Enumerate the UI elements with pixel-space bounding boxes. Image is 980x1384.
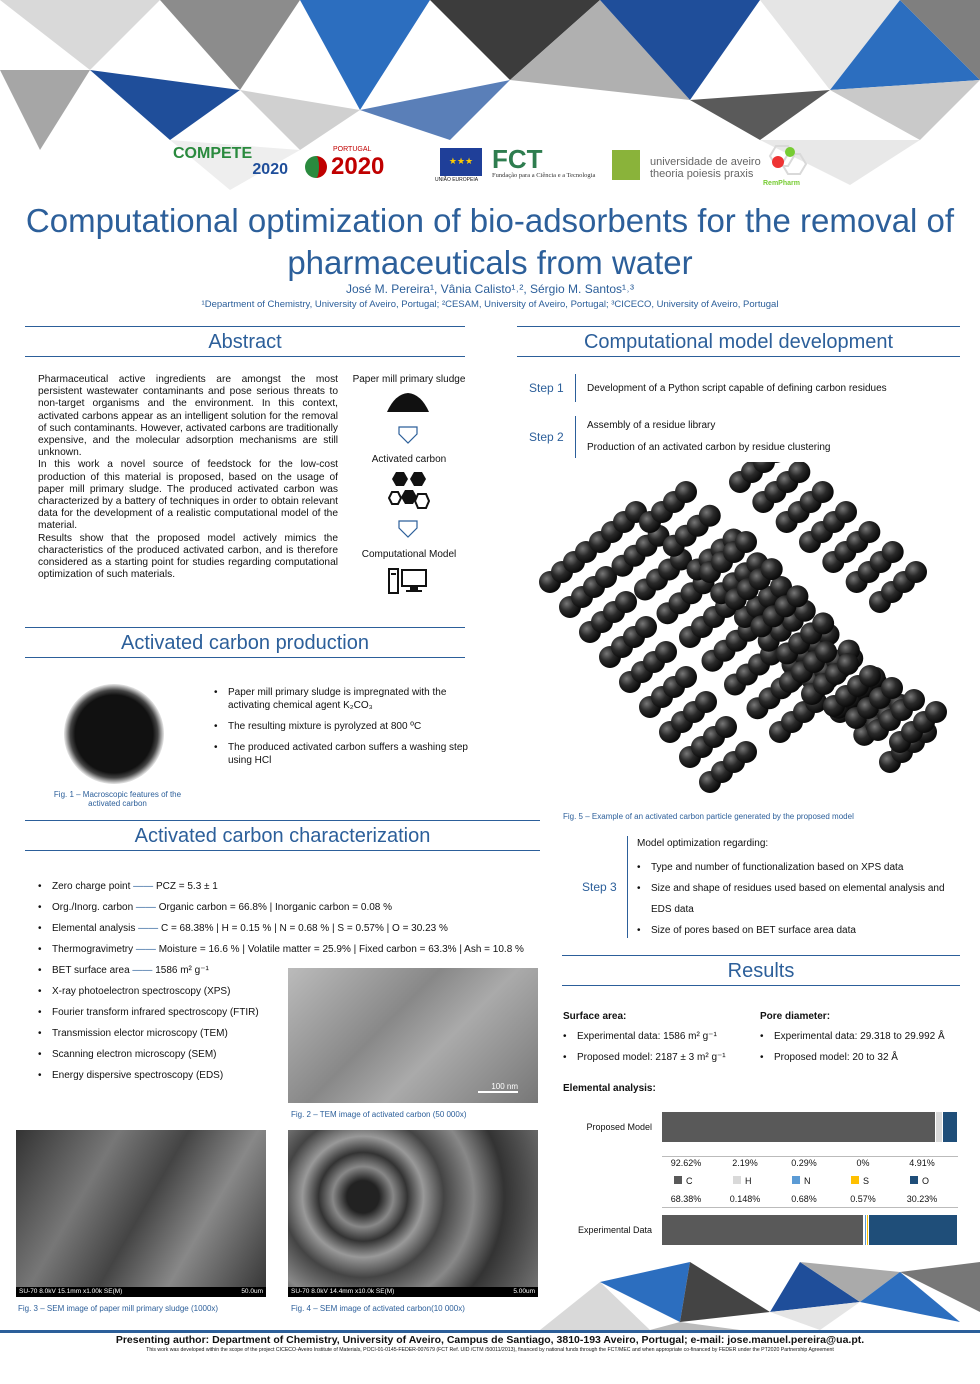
characterization-technique: Elemental analysis	[52, 923, 136, 934]
carbon-atom-sphere	[675, 666, 697, 688]
carbon-atom-sphere	[905, 561, 927, 583]
surface-list	[563, 1030, 758, 1072]
carbon-atom-sphere	[815, 641, 837, 663]
arrow-down-icon	[398, 520, 418, 538]
value-label-experimental: 0.148%	[729, 1194, 761, 1204]
sem1-scale: 50.0um	[241, 1288, 263, 1295]
flow-label-sludge: Paper mill primary sludge	[352, 374, 466, 385]
pore-item: • Experimental data: 29.318 to 29.992 Å	[760, 1030, 960, 1043]
eu-flag-icon: ★★★	[440, 148, 482, 176]
connector-line: ——	[129, 965, 156, 976]
carbon-atom-sphere	[735, 531, 757, 553]
characterization-technique: Thermogravimetry	[52, 944, 134, 955]
legend-label: S	[863, 1176, 870, 1186]
characterization-technique: Zero charge point	[52, 881, 131, 892]
value-label-proposed: 4.91%	[909, 1158, 935, 1168]
characterization-item	[38, 943, 558, 956]
characterization-value: Moisture = 16.6 % | Volatile matter = 25.9% | Fixed carbon = 63.3% | Ash = 10.8 %	[158, 944, 524, 955]
characterization-technique: Org./Inorg. carbon	[52, 902, 134, 913]
fig4-caption: Fig. 4 – SEM image of activated carbon(10 000x)	[291, 1304, 465, 1313]
abstract-text	[38, 374, 338, 581]
value-label-experimental: 68.38%	[670, 1194, 702, 1204]
surface-item: • Proposed model: 2187 ± 3 m² g⁻¹	[563, 1051, 758, 1064]
fig1-caption: Fig. 1 – Macroscopic features of the activated carbon	[53, 790, 182, 808]
bar-H-proposed	[936, 1112, 942, 1142]
footer	[0, 1330, 980, 1384]
step2-b: Production of an activated carbon by residue clustering	[587, 442, 831, 453]
rempharm-label: RemPharm	[763, 180, 800, 187]
rempharm-logo-icon	[762, 144, 810, 180]
characterization-item	[38, 922, 558, 935]
step3-label: Step 3	[582, 880, 617, 894]
step3-list	[637, 857, 957, 941]
legend-label: H	[745, 1176, 752, 1186]
pore-list	[760, 1030, 960, 1072]
carbon-atom-sphere	[859, 665, 881, 687]
carbon-atom-sphere	[903, 689, 925, 711]
header-background	[0, 0, 980, 200]
carbon-atom-sphere	[812, 612, 834, 634]
footer-background	[540, 1262, 980, 1330]
carbon-atom-sphere	[761, 558, 783, 580]
abstract-p3: Results show that the proposed model actively mimics the characteristics of the produced activated carbon, and is therefore considered as a starting point for studies regarding computational optimization of such materials.	[38, 532, 338, 581]
surface-item: • Experimental data: 1586 m² g⁻¹	[563, 1030, 758, 1043]
ua-name: universidade de aveiro	[650, 156, 761, 168]
ua-logo-icon	[612, 150, 640, 180]
connector-line: ——	[135, 923, 161, 934]
arrow-down-icon	[398, 426, 418, 444]
fct-logo: FCT	[492, 144, 543, 174]
sem-sludge-image	[16, 1130, 266, 1297]
elemental-title: Elemental analysis:	[563, 1083, 656, 1094]
step2-label: Step 2	[529, 430, 564, 444]
step1-label: Step 1	[529, 381, 564, 395]
eu-label: UNIÃO EUROPEIA	[435, 177, 479, 183]
characterization-value: 1586 m² g⁻¹	[155, 965, 209, 976]
carbon-atom-sphere	[837, 653, 859, 675]
sludge-pile-icon	[385, 390, 431, 414]
production-bullet: • The produced activated carbon suffers a washing step using HCl	[214, 741, 472, 767]
carbon-atom-sphere	[882, 541, 904, 563]
characterization-technique: Transmission elector microscopy (TEM)	[52, 1028, 228, 1039]
characterization-item	[38, 880, 558, 893]
step3-title: Model optimization regarding:	[637, 838, 769, 849]
elemental-chart	[560, 1100, 960, 1260]
fct-subtitle: Fundação para a Ciência e a Tecnologia	[492, 172, 596, 179]
production-bullet: • The resulting mixture is pyrolyzed at 800 ºC	[214, 720, 472, 733]
pore-title: Pore diameter:	[760, 1011, 831, 1022]
legend-table-border	[662, 1156, 958, 1208]
characterization-value: PCZ = 5.3 ± 1	[155, 881, 218, 892]
step1-divider	[575, 374, 576, 402]
step3-item: • Size of pores based on BET surface area data	[637, 920, 957, 941]
abstract-p2: In this work a novel source of feedstock for the low-cost production of this material is proposed, based on the usage of paper mill primary sludge. The produced activated carbon was characterized by a battery of techniques in order to obtain relevant data for the development of a realistic computational model of the material.	[38, 459, 338, 532]
sem2-scale: 5.00um	[513, 1288, 535, 1295]
flow-label-model: Computational Model	[361, 549, 457, 560]
bar-C-experimental	[662, 1215, 864, 1245]
ua-motto: theoria poiesis praxis	[650, 168, 754, 180]
bar-O-proposed	[943, 1112, 958, 1142]
carbon-atom-sphere	[675, 481, 697, 503]
sem2-info: SU-70 8.0kV 14.4mm x10.0k SE(M)	[291, 1288, 395, 1295]
abstract-heading: Abstract	[25, 326, 465, 357]
hexagons-icon	[388, 470, 430, 512]
affiliations: ¹Department of Chemistry, University of Aveiro, Portugal; ²CESAM, University of Aveiro, Portugal; ³CICECO, University of Aveiro, Portugal	[201, 299, 779, 310]
fig5-caption: Fig. 5 – Example of an activated carbon particle generated by the proposed model	[563, 812, 854, 821]
step3-divider	[627, 836, 628, 938]
characterization-item	[38, 901, 558, 914]
connector-line: ——	[133, 944, 159, 955]
value-label-proposed: 0%	[856, 1158, 870, 1168]
value-label-experimental: 30.23%	[906, 1194, 938, 1204]
legend-label: O	[922, 1176, 930, 1186]
pore-item: • Proposed model: 20 to 32 Å	[760, 1051, 960, 1064]
activated-carbon-photo	[64, 684, 164, 784]
characterization-technique: BET surface area	[52, 965, 130, 976]
bar-C-proposed	[662, 1112, 936, 1142]
model-heading: Computational model development	[517, 326, 960, 357]
production-list	[214, 686, 472, 775]
carbon-atom-sphere	[699, 505, 721, 527]
carbon-atom-sphere	[635, 616, 657, 638]
connector-line: ——	[133, 902, 159, 913]
flow-label-carbon: Activated carbon	[371, 454, 447, 465]
characterization-technique: Energy dispersive spectroscopy (EDS)	[52, 1070, 224, 1081]
carbon-atom-sphere	[812, 481, 834, 503]
chart-category-label: Proposed Model	[586, 1122, 652, 1132]
step2-a: Assembly of a residue library	[587, 420, 716, 431]
results-heading: Results	[562, 955, 960, 986]
characterization-heading: Activated carbon characterization	[25, 820, 540, 851]
step3-item: • Type and number of functionalization based on XPS data	[637, 857, 957, 878]
legend-label: C	[686, 1176, 693, 1186]
bar-O-experimental	[869, 1215, 958, 1245]
step3-item: • Size and shape of residues used based on elemental analysis and EDS data	[637, 878, 957, 920]
tem-scale: 100 nm	[491, 1082, 518, 1091]
funding-note: This work was developed within the scope of the project CICECO-Aveiro Institute of Materials, POCI-01-0145-FEDER-007679 (FCT Ref. UID /CTM /50011/2013), financed by national funds through the FCT/MEC and when appropriate co-financed by FEDER under the PT2020 Partnership Agreement	[146, 1347, 834, 1353]
value-label-proposed: 2.19%	[732, 1158, 758, 1168]
characterization-technique: Fourier transform infrared spectroscopy (FTIR)	[52, 1007, 259, 1018]
characterization-technique: Scanning electron microscopy (SEM)	[52, 1049, 217, 1060]
carbon-atom-sphere	[925, 701, 947, 723]
compete-logo: COMPETE 2020	[173, 145, 288, 178]
value-label-experimental: 0.57%	[850, 1194, 876, 1204]
sem1-info: SU-70 8.0kV 15.1mm x1.00k SE(M)	[19, 1288, 123, 1295]
carbon-atom-sphere	[715, 716, 737, 738]
value-label-proposed: 0.29%	[791, 1158, 817, 1168]
tem-image	[288, 968, 538, 1103]
computer-icon	[388, 567, 428, 595]
presenting-author: Presenting author: Department of Chemistry, University of Aveiro, Campus de Santiago, 3810-193 Aveiro, Portugal; e-mail: jose.manuel.pereira@ua.pt.	[115, 1334, 865, 1346]
step2-divider	[575, 416, 576, 458]
carbon-atom-sphere	[695, 691, 717, 713]
poster-title: Computational optimization of bio-adsorbents for the removal of pharmaceuticals from water	[25, 202, 955, 281]
carbon-particle-model	[510, 462, 980, 807]
connector-line: ——	[130, 881, 156, 892]
chart-category-label: Experimental Data	[577, 1225, 652, 1235]
production-heading: Activated carbon production	[25, 627, 465, 658]
sem-carbon-image	[288, 1130, 538, 1297]
authors: José M. Pereira¹, Vânia Calisto¹˒², Sérgio M. Santos¹˒³	[345, 282, 635, 296]
abstract-p1: Pharmaceutical active ingredients are amongst the most persistent wastewater contaminants and pose serious threats to non-target organisms and the environment. In this context, activated carbons appear as an intelligent solution for the removal of such contaminants. However, activated carbons are traditionally expensive, and the molecular adsorption mechanisms are still unknown.	[38, 374, 338, 459]
carbon-atom-sphere	[735, 741, 757, 763]
fig2-caption: Fig. 2 – TEM image of activated carbon (50 000x)	[291, 1110, 467, 1119]
surface-title: Surface area:	[563, 1011, 627, 1022]
carbon-atom-sphere	[788, 462, 810, 483]
legend-label: N	[804, 1176, 811, 1186]
carbon-atom-sphere	[615, 591, 637, 613]
carbon-atom-sphere	[881, 677, 903, 699]
production-bullet: • Paper mill primary sludge is impregnated with the activating chemical agent K₂CO₃	[214, 686, 472, 712]
step1-text: Development of a Python script capable of defining carbon residues	[587, 383, 887, 394]
fig3-caption: Fig. 3 – SEM image of paper mill primary sludge (1000x)	[18, 1304, 219, 1313]
carbon-atom-sphere	[835, 501, 857, 523]
carbon-atom-sphere	[655, 641, 677, 663]
characterization-value: Organic carbon = 66.8% | Inorganic carbon = 0.08 %	[158, 902, 393, 913]
characterization-technique: X-ray photoelectron spectroscopy (XPS)	[52, 986, 231, 997]
characterization-value: C = 68.38% | H = 0.15 % | N = 0.68 % | S = 0.57% | O = 30.23 %	[160, 923, 448, 934]
value-label-proposed: 92.62%	[670, 1158, 702, 1168]
portugal2020-logo: PORTUGAL 2020	[305, 146, 415, 181]
carbon-atom-sphere	[786, 585, 808, 607]
carbon-atom-sphere	[858, 521, 880, 543]
value-label-experimental: 0.68%	[791, 1194, 817, 1204]
